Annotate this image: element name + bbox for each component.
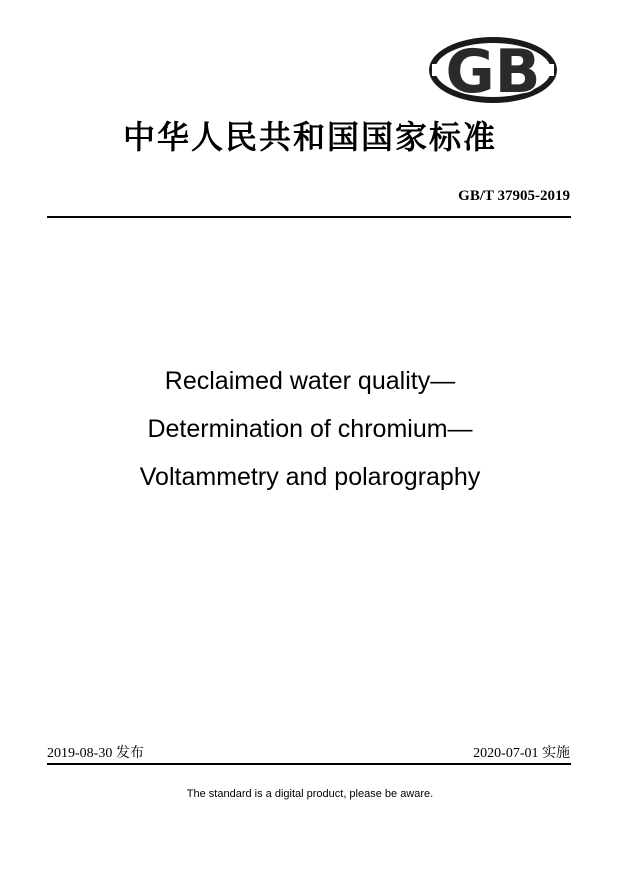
document-title: [0, 357, 620, 501]
digital-product-notice: The standard is a digital product, please be aware.: [186, 788, 434, 800]
gb-logo: [426, 34, 560, 106]
title-line-1: Reclaimed water quality—: [164, 367, 456, 395]
national-standard-title: 中华人民共和国国家标准: [122, 118, 497, 156]
bottom-divider: [47, 763, 571, 765]
title-line-2: Determination of chromium—: [147, 415, 473, 443]
implementation-date: 2020-07-01 实施: [473, 746, 570, 761]
standard-number: GB/T 37905-2019: [458, 188, 570, 204]
top-divider: [47, 216, 571, 218]
title-line-3: Voltammetry and polarography: [139, 463, 481, 491]
issue-date: 2019-08-30 发布: [47, 746, 144, 761]
svg-text:GB: GB: [445, 37, 541, 106]
